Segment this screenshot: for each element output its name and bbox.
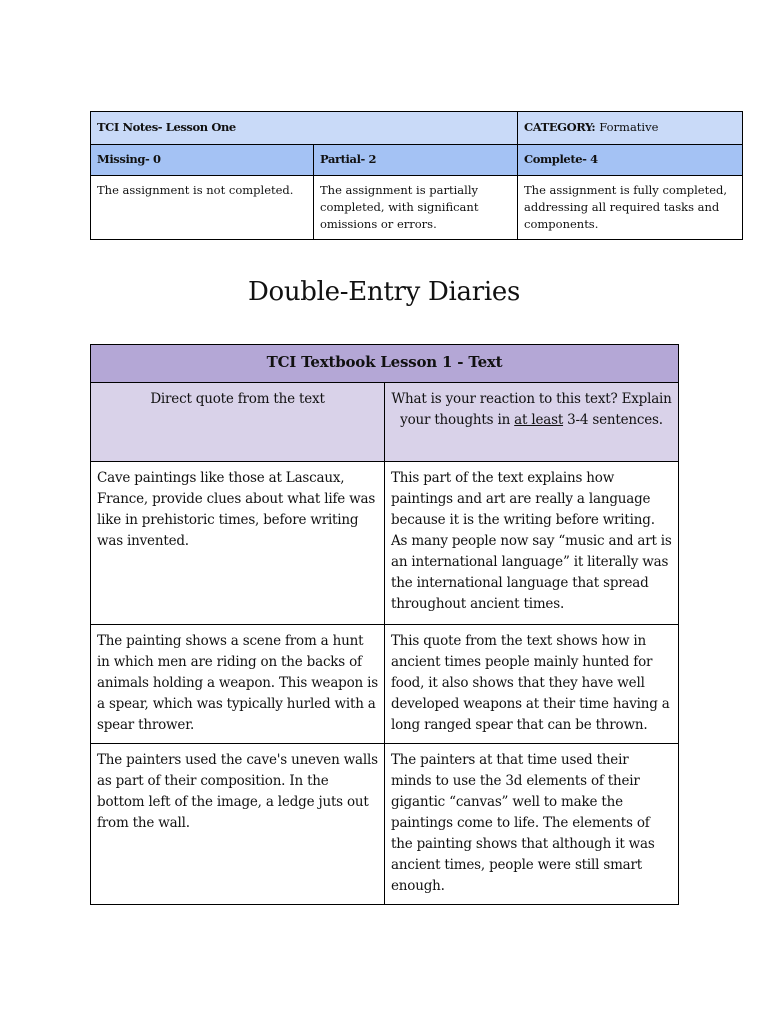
diary-row <box>91 625 679 744</box>
diary-table <box>90 344 679 905</box>
rubric-level-partial: Partial- 2 <box>314 145 518 176</box>
rubric-category-label: CATEGORY: <box>524 120 596 134</box>
rubric-level-missing: Missing- 0 <box>91 145 314 176</box>
diary-banner: TCI Textbook Lesson 1 - Text <box>91 345 679 383</box>
reaction-header-text: What is your reaction to this text? Explain your thoughts in <box>391 391 672 428</box>
diary-quote-cell: Cave paintings like those at Lascaux, France, provide clues about what life was like in prehistoric times, before writing was invented. <box>91 462 385 625</box>
diary-row <box>91 744 679 905</box>
rubric-desc-complete: The assignment is fully completed, addressing all required tasks and components. <box>518 176 743 240</box>
diary-reaction-cell: The painters at that time used their minds to use the 3d elements of their gigantic “canvas” well to make the paintings come to life. The elements of the painting shows that although it was ancient times, people were still smart enough. <box>385 744 679 905</box>
rubric-table <box>90 111 743 240</box>
diary-col-reaction-header <box>385 383 679 462</box>
diary-reaction-cell: This quote from the text shows how in ancient times people mainly hunted for food, it also shows that they have well developed weapons at their time having a long ranged spear that can be thrown. <box>385 625 679 744</box>
diary-col-quote-header: Direct quote from the text <box>91 383 385 462</box>
rubric-desc-missing: The assignment is not completed. <box>91 176 314 240</box>
rubric-desc-partial: The assignment is partially completed, with significant omissions or errors. <box>314 176 518 240</box>
rubric-category-cell <box>518 112 743 145</box>
reaction-header-tail: 3-4 sentences. <box>563 412 663 428</box>
diary-row <box>91 462 679 625</box>
diary-quote-cell: The painting shows a scene from a hunt in which men are riding on the backs of animals holding a weapon. This weapon is a spear, which was typically hurled with a spear thrower. <box>91 625 385 744</box>
reaction-header-underlined: at least <box>514 412 564 428</box>
diary-column-headers <box>91 383 679 462</box>
rubric-descriptions-row <box>91 176 743 240</box>
diary-banner-row <box>91 345 679 383</box>
page-title: Double-Entry Diaries <box>247 277 521 307</box>
diary-quote-cell: The painters used the cave's uneven walls as part of their composition. In the bottom left of the image, a ledge juts out from the wall. <box>91 744 385 905</box>
rubric-category-value: Formative <box>599 120 659 134</box>
rubric-levels-row <box>91 145 743 176</box>
diary-reaction-cell: This part of the text explains how paintings and art are really a language because it is the writing before writing. As many people now say “music and art is an international language” it literally was the international language that spread throughout ancient times. <box>385 462 679 625</box>
rubric-title: TCI Notes- Lesson One <box>91 112 518 145</box>
rubric-header-row <box>91 112 743 145</box>
rubric-level-complete: Complete- 4 <box>518 145 743 176</box>
